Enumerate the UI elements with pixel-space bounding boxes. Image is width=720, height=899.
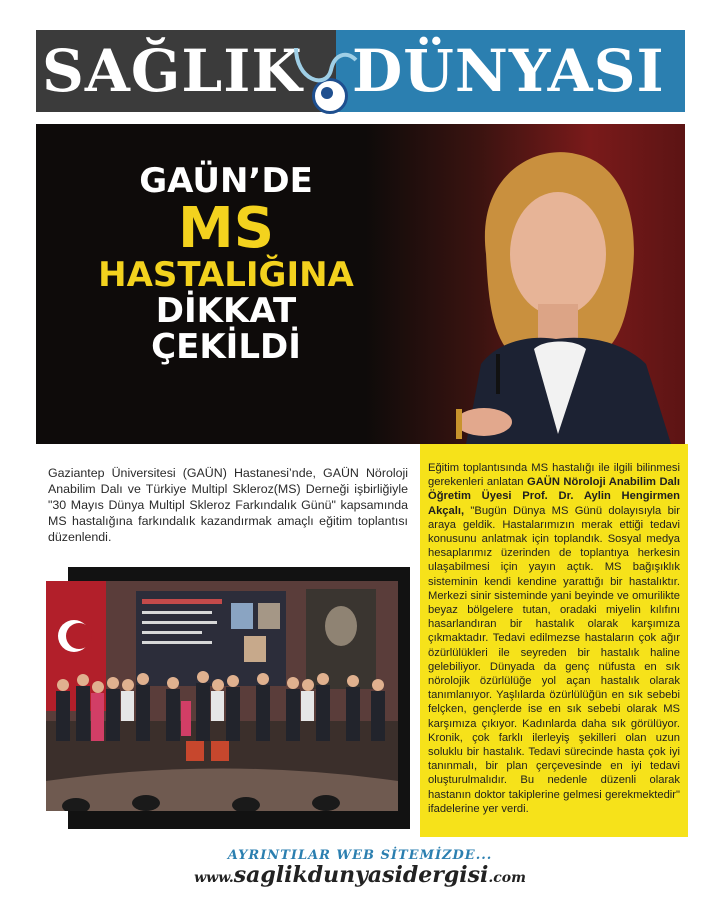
body-text-intro: Eğitim toplantısında MS hastalığı ile ilgili bilinmesi gerekenleri anlatan (428, 462, 680, 489)
event-group-photo (46, 581, 398, 811)
headline-line-1: GAÜN’DE (139, 161, 313, 201)
url-domain: saglikdunyasidergisi (233, 862, 489, 888)
website-link[interactable] (0, 862, 720, 888)
headline-line-5: ÇEKİLDİ (151, 326, 301, 367)
event-photo-frame (36, 567, 410, 829)
masthead (36, 30, 685, 112)
body-text-quote: "Bugün Dünya MS Günü dolayısıyla bir araya geldik. Hastalarımızın merak ettiği tedavi konusunu anlatmak için toplandık. Sosyal medya hesaplarımız üzerinden de toplantıya herkesin ulaşabilmesi için yayın açtık. MS bağışıklık sisteminin kendi kendine yarattığı bir hastalıktır. Merkezi sinir sisteminde yani beyinde ve omurilikte beyaz bölgelere tutan, oradaki miyelin kılıfını hasarlandıran bir hastalık olarak karşımıza çıkmaktadır. Tedavi edilmezse hastaların çok ağır özürlülükleri ile seyreden bir hastalık haline gelebiliyor. Dünyada da genç nüfusta en sık nörolojik özürlülüğe yol açan hastalık olarak tanımlanıyor. Yaşlılarda özürlülüğün en sık sebebi felçken, gençlerde ise en sık sebebi olarak MS karşımıza çıkıyor. Kadınlarda daha sık görülüyor. Kronik, çok farklı ilerleyiş şekilleri olan uzun soluklu bir hastalık. Tedavi sürecinde hasta çok iyi tanınmalı, bir plan çerçevesinde en iyi tedavi oluşturulmalıdır. Bu nedenle düzenli olarak hastanın doktor takiplerine gelmesi gerekmektedir" ifadelerine yer verdi. (428, 504, 680, 815)
footer-subtitle: AYRINTILAR WEB SİTEMİZDE... (227, 848, 493, 863)
lead-paragraph: Gaziantep Üniversitesi (GAÜN) Hastanesi’nde, GAÜN Nöroloji Anabilim Dalı ve Türkiye Multipl Skleroz(MS) Derneği işbirliğiyle "30 Mayıs Dünya Multipl Skleroz Farkındalık Günü" kapsamında MS hastalığına farkındalık kazandırmak amaçlı eğitim toplantısı düzenlendi. (48, 466, 408, 544)
stethoscope-icon (286, 40, 366, 110)
url-prefix: www. (194, 870, 234, 886)
hero-headline (76, 161, 376, 367)
headline-line-4: DİKKAT (155, 291, 297, 332)
article-body (428, 461, 680, 816)
presenter-photo (426, 134, 685, 444)
headline-line-2: MS (177, 195, 275, 261)
headline-line-3: HASTALIĞINA (98, 255, 354, 296)
hero-banner (36, 124, 685, 444)
body-text-speaker: GAÜN Nöroloji Anabilim Dalı Öğretim Üyesi Prof. Dr. Aylin Hengirmen Akçalı, (428, 476, 680, 517)
masthead-title-left: SAĞLIK (42, 37, 303, 105)
url-suffix: .com (488, 870, 526, 886)
masthead-title-right: DÜNYASI (352, 37, 665, 105)
